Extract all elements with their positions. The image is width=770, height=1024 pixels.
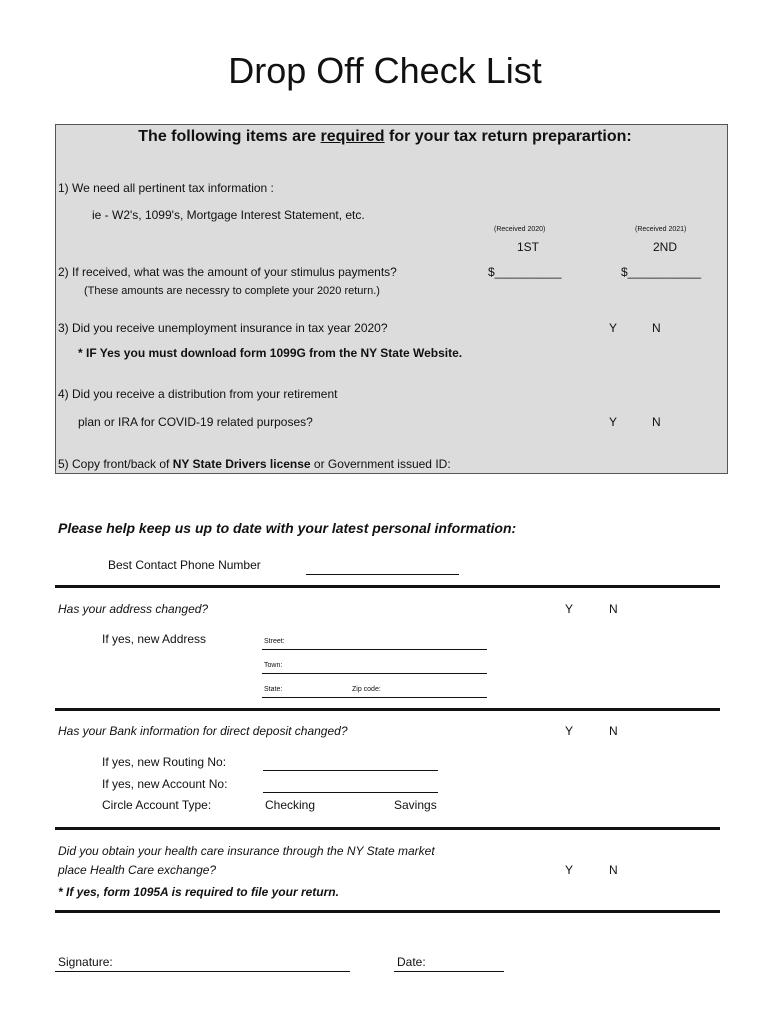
required-header: The following items are required for your tax return preparartion: [138, 128, 632, 145]
routing-label: If yes, new Routing No: [102, 755, 227, 769]
town-label: Town: [264, 662, 283, 669]
item3-note: * IF Yes you must download form 1099G from the NY State Website. [78, 346, 463, 360]
column-2nd: 2ND [653, 240, 678, 254]
item4-no[interactable]: N [652, 415, 661, 429]
routing-field[interactable] [263, 770, 438, 771]
account-type-label: Circle Account Type: [102, 798, 212, 812]
item4-text-line2: plan or IRA for COVID-19 related purposes? [78, 415, 313, 429]
item3-no[interactable]: N [652, 321, 661, 335]
address-no[interactable]: N [609, 602, 618, 616]
checking-option[interactable]: Checking [265, 798, 316, 812]
received-2021-label: (Received 2021) [635, 226, 687, 233]
divider [55, 708, 720, 711]
divider [55, 910, 720, 913]
phone-field[interactable] [306, 574, 459, 575]
divider [55, 827, 720, 830]
item3-text: 3) Did you receive unemployment insurance in tax year 2020? [58, 321, 388, 335]
health-question: Did you obtain your health care insurance through the NY State market [58, 844, 435, 858]
page-title: Drop Off Check List [228, 50, 542, 91]
zip-label: Zip code: [352, 686, 381, 693]
item1-examples: ie - W2's, 1099's, Mortgage Interest Statement, etc. [92, 208, 365, 222]
bank-question: Has your Bank information for direct deposit changed? [58, 724, 348, 738]
street-label: Street: [264, 638, 285, 645]
date-field[interactable] [394, 971, 504, 972]
health-question-line2: place Health Care exchange? [58, 863, 217, 877]
item4-yes[interactable]: Y [609, 415, 618, 429]
personal-info-heading: Please help keep us up to date with your latest personal information: [58, 520, 517, 536]
address-question: Has your address changed? [58, 602, 209, 616]
item5-text: 5) Copy front/back of NY State Drivers license or Government issued ID: [58, 457, 451, 471]
street-field[interactable] [262, 649, 487, 650]
health-yes[interactable]: Y [565, 863, 574, 877]
date-label: Date: [397, 955, 426, 969]
bank-yes[interactable]: Y [565, 724, 574, 738]
bank-no[interactable]: N [609, 724, 618, 738]
item2-note: (These amounts are necessry to complete your 2020 return.) [84, 285, 380, 297]
address-yes[interactable]: Y [565, 602, 574, 616]
received-2020-label: (Received 2020) [494, 226, 546, 233]
savings-option[interactable]: Savings [394, 798, 437, 812]
account-field[interactable] [263, 792, 438, 793]
stimulus-1st-field[interactable]: $__________ [488, 265, 562, 279]
account-label: If yes, new Account No: [102, 777, 228, 791]
health-no[interactable]: N [609, 863, 618, 877]
state-label: State: [264, 686, 283, 693]
address-label: If yes, new Address [102, 632, 207, 646]
signature-field[interactable] [55, 971, 350, 972]
item4-text: 4) Did you receive a distribution from your retirement [58, 387, 338, 401]
phone-label: Best Contact Phone Number [108, 558, 261, 572]
stimulus-2nd-field[interactable]: $___________ [621, 265, 702, 279]
town-field[interactable] [262, 673, 487, 674]
state-zip-field[interactable] [262, 697, 487, 698]
signature-label: Signature: [58, 955, 113, 969]
item2-text: 2) If received, what was the amount of your stimulus payments? [58, 265, 397, 279]
divider [55, 585, 720, 588]
column-1st: 1ST [517, 240, 540, 254]
health-note: * If yes, form 1095A is required to file your return. [58, 885, 339, 899]
item3-yes[interactable]: Y [609, 321, 618, 335]
item1-text: 1) We need all pertinent tax information : [58, 181, 274, 195]
